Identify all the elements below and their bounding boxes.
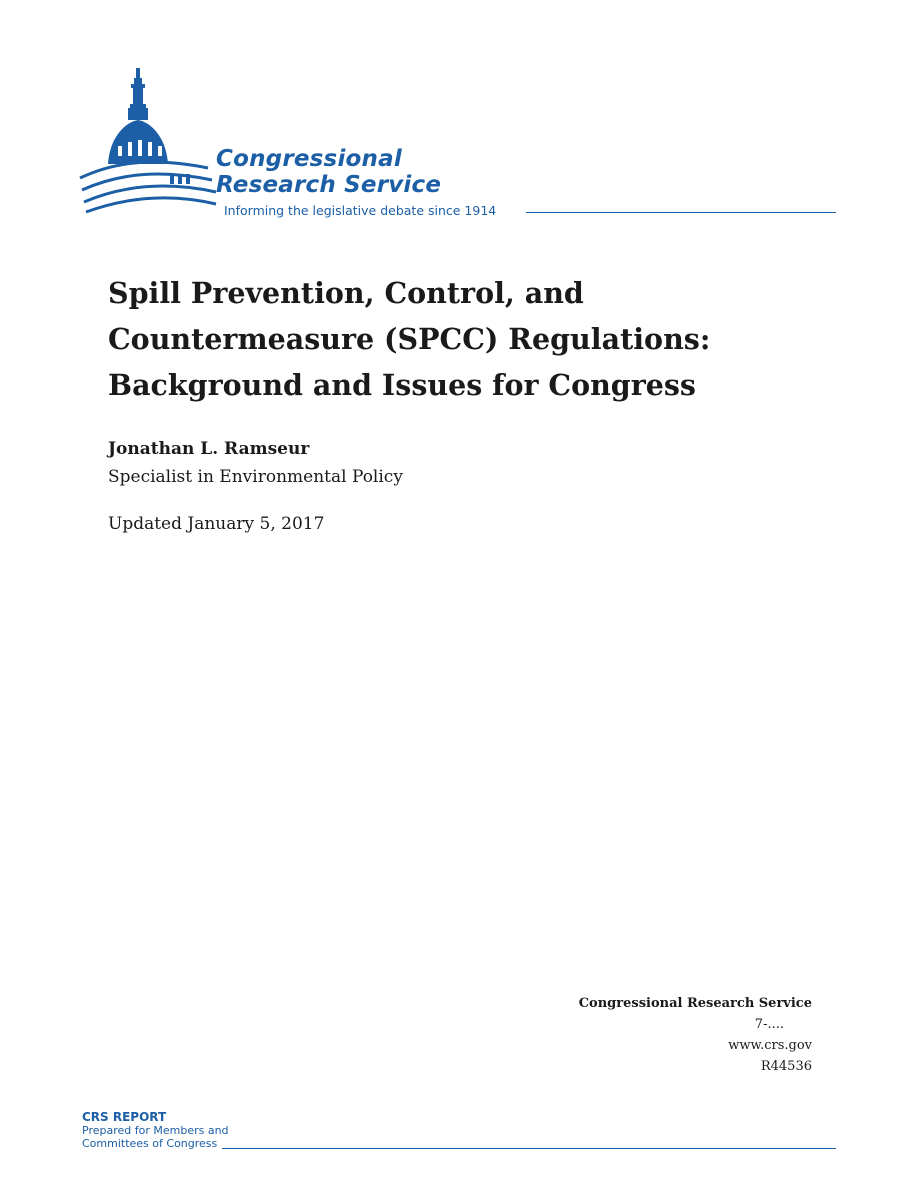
logo-tagline: Informing the legislative debate since 1914	[224, 203, 497, 218]
author-role: Specialist in Environmental Policy	[108, 467, 403, 487]
crs-org-name: Congressional Research Service	[578, 996, 812, 1011]
crs-order-code: 7-....	[754, 1017, 784, 1032]
crs-website-link[interactable]: www.crs.gov	[728, 1038, 812, 1053]
capitol-dome-icon	[78, 66, 218, 216]
author-name: Jonathan L. Ramseur	[108, 439, 310, 459]
updated-date: Updated January 5, 2017	[108, 514, 325, 534]
crs-report-number: R44536	[760, 1059, 812, 1074]
logo-text-line2: Research Service	[216, 172, 442, 198]
crs-info-block	[579, 993, 812, 1077]
report-title: Spill Prevention, Control, and Countermeasure (SPCC) Regulations: Background and Issues for Congress	[108, 276, 711, 402]
crs-logo	[78, 66, 838, 226]
logo-text-line1: Congressional	[216, 146, 402, 172]
logo-rule	[526, 212, 836, 213]
footer-rule	[222, 1148, 836, 1149]
footer-report-label: CRS REPORT	[82, 1110, 167, 1124]
footer-line3: Committees of Congress	[82, 1137, 218, 1150]
footer-label	[82, 1111, 229, 1150]
footer-line2: Prepared for Members and	[82, 1124, 229, 1137]
